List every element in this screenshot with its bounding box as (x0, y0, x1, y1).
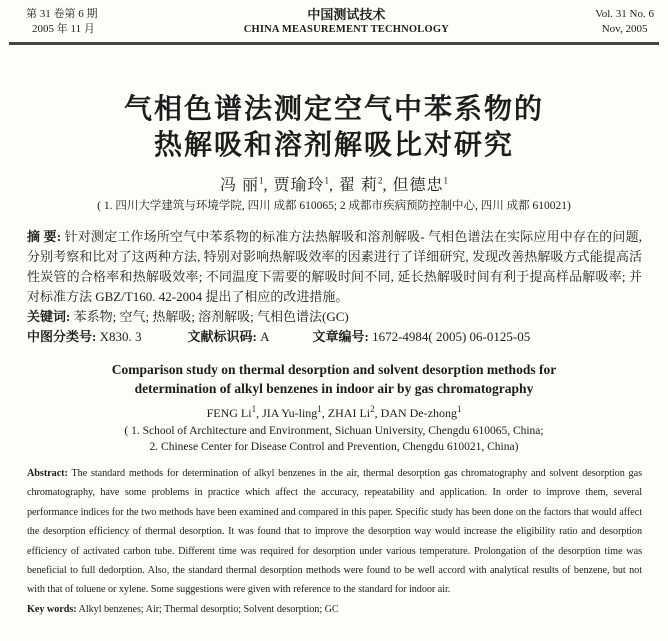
author-separator: , (329, 177, 339, 194)
author-separator: , (263, 177, 274, 194)
author-affiliation-sup: 1 (324, 175, 329, 186)
author-name: FENG Li (206, 406, 252, 420)
author-cn (220, 177, 274, 194)
author-en (207, 406, 263, 420)
paper-title-en (0, 360, 668, 398)
paper-title-cn-line2: 热解吸和溶剂解吸比对研究 (153, 129, 514, 160)
author-cn (339, 177, 393, 194)
author-affiliation-sup: 2 (378, 175, 383, 186)
affiliation-en-line1: ( 1. School of Architecture and Environment, Sichuan University, Chengdu 610065, China; (124, 425, 544, 437)
clc-number (27, 327, 141, 347)
affiliation-en (0, 423, 668, 455)
author-separator: , (321, 406, 328, 420)
abstract-text-en: The standard methods for determination of alkyl benzenes in the air, thermal desorption gas chromatography and solvent desorption gas chromatography, have some problems in practice which affect the accuracy, repeatability and application. In order to improve them, several performance indices for the two methods have been examined and compared in this paper. Specific study has been done on the factors that would affect the desorption efficiency of thermal desorption. It was found that to improve the desorption way would increase the eligibility ratio and desorption efficiency of activated carbon tube. Different time was required for desorption under various temperature. Prolongation of the desorption time was beneficial to full dedorption. Also, the standard thermal desorption methods were found to be well accord with analytical results of benzene, but not with that of toluene or xylene. Some suggestions were given with reference to the standard for indoor air. (27, 468, 642, 596)
author-en (262, 406, 328, 420)
abstract-block-en (27, 464, 642, 619)
author-name: JIA Yu-ling (262, 406, 318, 420)
affiliation-cn: ( 1. 四川大学建筑与环境学院, 四川 成都 610065; 2 成都市疾病预防控制中心, 四川 成都 610021) (97, 200, 571, 212)
author-separator: , (256, 406, 263, 420)
volume-line-cn: 第 31 卷第 6 期 (26, 8, 98, 20)
abstract-label-en: Abstract: (27, 468, 68, 479)
author-en (328, 406, 381, 420)
abstract-cn (27, 227, 642, 307)
author-affiliation-sup: 1 (258, 175, 264, 186)
author-separator: , (374, 406, 381, 420)
date-line-en: Nov, 2005 (601, 23, 648, 35)
author-en (381, 406, 462, 420)
paper-title-en-line1: Comparison study on thermal desorption and solvent desorption methods for (111, 362, 557, 377)
journal-title-en: CHINA MEASUREMENT TECHNOLOGY (243, 24, 450, 35)
author-name: DAN De-zhong (380, 406, 457, 420)
author-affiliation-sup: 1 (456, 404, 462, 414)
volume-issue-en (595, 7, 654, 37)
document-code-label: 文献标识码: (187, 329, 257, 344)
authors-en (0, 405, 668, 421)
keywords-label-cn: 关键词: (27, 309, 71, 324)
authors-cn (0, 176, 668, 196)
volume-issue-cn (26, 7, 98, 37)
author-affiliation-sup: 1 (443, 175, 449, 186)
author-name: 贾瑜玲 (273, 177, 325, 194)
author-cn (273, 177, 339, 194)
keywords-cn (27, 307, 642, 327)
affiliation-en-line2: 2. Chinese Center for Disease Control and Prevention, Chengdu 610021, China) (149, 441, 519, 453)
keywords-text-en: Alkyl benzenes; Air; Thermal desorptio; Solvent desorption; GC (78, 603, 339, 615)
date-line-cn: 2005 年 11 月 (32, 23, 95, 35)
keywords-label-en: Key words: (27, 603, 77, 615)
author-affiliation-sup: 2 (370, 404, 375, 414)
abstract-block-cn (27, 227, 642, 347)
clc-value: X830. 3 (99, 329, 142, 344)
article-meta-line (27, 327, 642, 347)
abstract-en (27, 464, 642, 600)
journal-title (244, 7, 449, 37)
author-affiliation-sup: 1 (251, 404, 257, 414)
article-id (312, 327, 530, 347)
author-name: ZHAI Li (327, 406, 371, 420)
clc-label: 中图分类号: (27, 329, 97, 344)
keywords-text-cn: 苯系物; 空气; 热解吸; 溶剂解吸; 气相色谱法(GC) (73, 309, 349, 324)
abstract-text-cn: 针对测定工作场所空气中苯系物的标准方法热解吸和溶剂解吸- 气相色谱法在实际应用中存在的问题, 分别考察和比对了这两种方法, 特别对影响热解吸效率的因素进行了详细研究, 发现改善热解吸方式能提高活性炭管的合格率和热解吸效率; 不同温度下需要的解吸时间不同, 延长热解吸时间有利于提高样品解吸率; 并对标准方法 GBZ/T160. 42-2004 提出了相应的改进措施。 (27, 229, 642, 304)
journal-title-cn: 中国测试技术 (307, 7, 386, 22)
masthead-rule (9, 42, 659, 45)
article-id-value: 1672-4984( 2005) 06-0125-05 (372, 329, 531, 344)
document-code (187, 327, 269, 347)
abstract-label-cn: 摘 要: (27, 229, 62, 244)
volume-line-en: Vol. 31 No. 6 (595, 8, 654, 20)
author-separator: , (382, 177, 393, 194)
article-id-label: 文章编号: (312, 329, 369, 344)
author-name: 但德忠 (392, 177, 444, 194)
journal-masthead (0, 0, 668, 37)
paper-title-en-line2: determination of alkyl benzenes in indoor air by gas chromatography (134, 381, 534, 396)
paper-title-cn (0, 91, 668, 163)
author-name: 冯 丽 (219, 177, 259, 194)
keywords-en (27, 600, 642, 619)
author-affiliation-sup: 1 (317, 404, 322, 414)
document-code-value: A (260, 329, 270, 344)
paper-title-cn-line1: 气相色谱法测定空气中苯系物的 (123, 93, 544, 124)
author-cn (393, 177, 449, 194)
author-name: 翟 莉 (339, 177, 379, 194)
